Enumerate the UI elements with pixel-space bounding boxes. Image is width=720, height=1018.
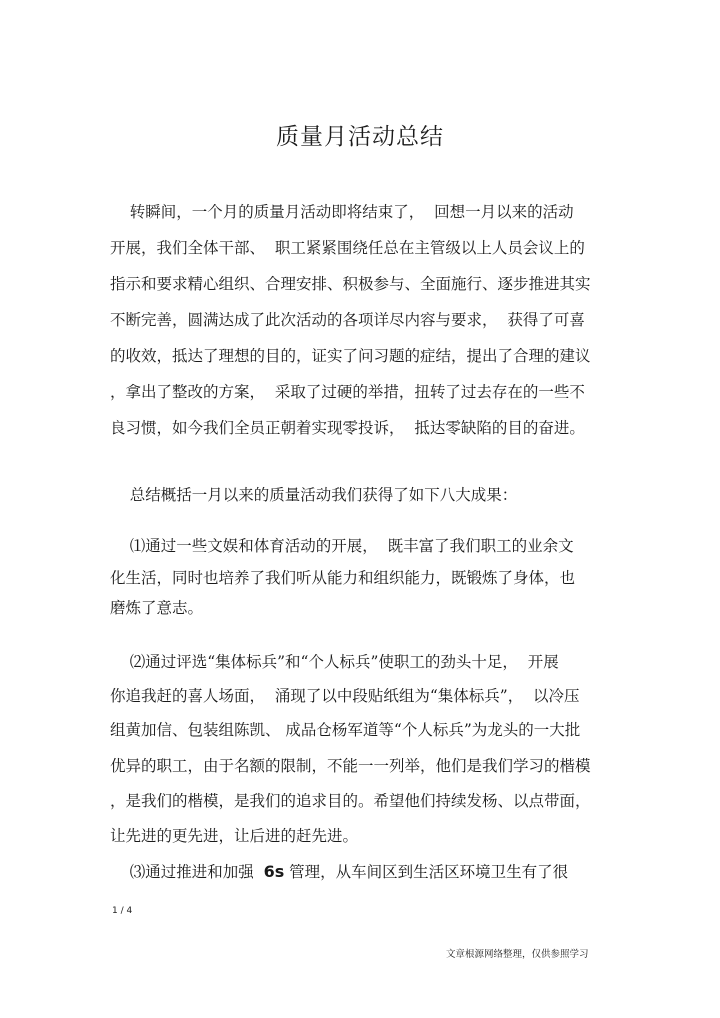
paragraph-line: ⑵通过评选“集体标兵”和“个人标兵”使职工的劲头十足， 开展 bbox=[110, 653, 559, 671]
paragraph-line: 你追我赶的喜人场面， 涌现了以中段贴纸组为“集体标兵”， 以冷压 bbox=[110, 687, 580, 705]
paragraph-line: 的收效，抵达了理想的目的，证实了问习题的症结，提出了合理的建议 bbox=[110, 347, 591, 365]
paragraph-text: ⑶通过推进和加强 bbox=[110, 863, 264, 881]
paragraph-line: 不断完善，圆满达成了此次活动的各项详尽内容与要求， 获得了可喜 bbox=[110, 311, 585, 329]
page-number: 1 / 4 bbox=[112, 906, 133, 916]
paragraph-line: 总结概括一月以来的质量活动我们获得了如下八大成果： bbox=[110, 486, 518, 504]
paragraph-line: 磨炼了意志。 bbox=[110, 599, 204, 617]
paragraph-line: 让先进的更先进，让后进的赶先进。 bbox=[110, 827, 359, 845]
paragraph-line: 组黄加信、包装组陈凯、 成品仓杨军道等“个人标兵”为龙头的一大批 bbox=[110, 721, 581, 739]
paragraph-line: 开展，我们全体干部、 职工紧紧围绕任总在主管级以上人员会议上的 bbox=[110, 239, 585, 257]
paragraph-line: ，是我们的楷模，是我们的追求目的。希望他们持续发杨、以点带面， bbox=[110, 792, 591, 810]
document-title: 质量月活动总结 bbox=[276, 124, 444, 150]
paragraph-highlight: 6s bbox=[263, 862, 285, 881]
paragraph-line: 化生活，同时也培养了我们听从能力和组织能力，既锻炼了身体，也 bbox=[110, 569, 576, 587]
paragraph-line: 指示和要求精心组织、合理安排、积极参与、全面施行、逐步推进其实 bbox=[110, 275, 591, 293]
paragraph-line: 良习惯，如今我们全员正朝着实现零投诉， 抵达零缺陷的目的奋进。 bbox=[110, 419, 585, 437]
paragraph-line bbox=[110, 862, 568, 882]
footer-note: 文章根源网络整理，仅供参照学习 bbox=[446, 949, 589, 960]
paragraph-line: ⑴通过一些文娱和体育活动的开展， 既丰富了我们职工的业余文 bbox=[110, 537, 574, 555]
paragraph-line: ，拿出了整改的方案， 采取了过硬的举措，扭转了过去存在的一些不 bbox=[110, 383, 585, 401]
paragraph-text: 管理，从车间区到生活区环境卫生有了很 bbox=[284, 863, 569, 881]
paragraph-line: 优异的职工，由于名额的限制，不能一一列举，他们是我们学习的楷模 bbox=[110, 757, 591, 775]
paragraph-line: 转瞬间，一个月的质量月活动即将结束了， 回想一月以来的活动 bbox=[110, 203, 574, 221]
